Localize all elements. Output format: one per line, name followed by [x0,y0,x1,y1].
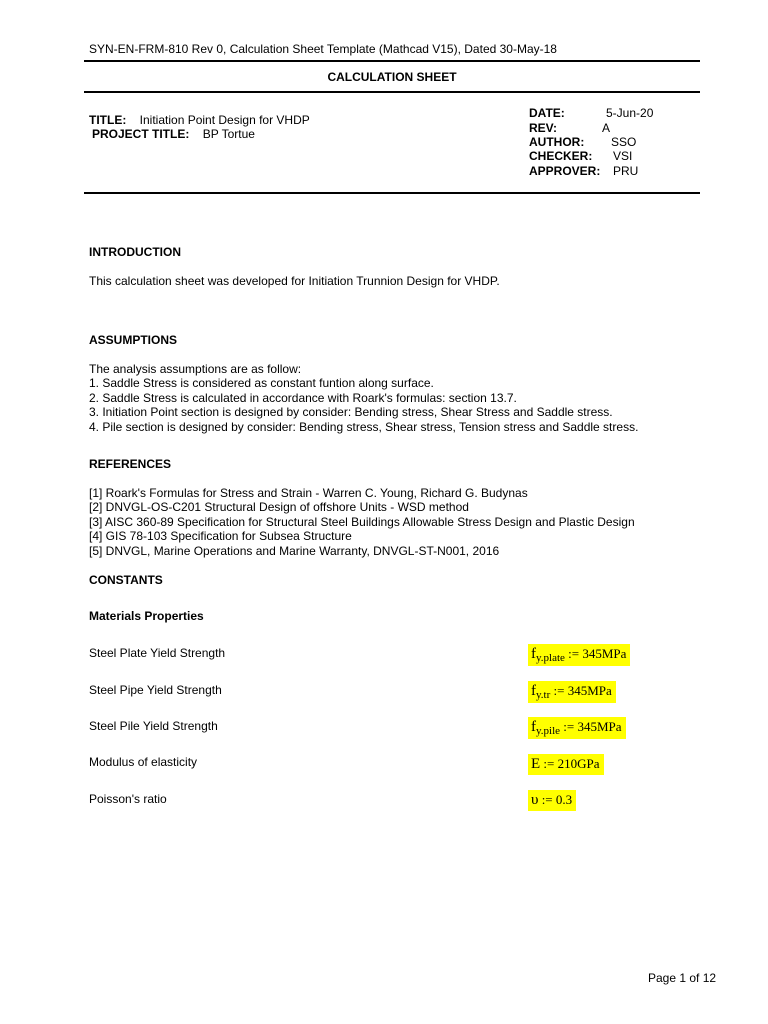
math-assignment: := 345MPa [563,719,622,734]
sheet-title: CALCULATION SHEET [327,70,457,84]
references-heading: REFERENCES [89,457,172,471]
assumption-item-4: 4. Pile section is designed by consider: Bending stress, Shear stress, Tension stress and Saddle stress. [89,420,639,434]
reference-item-3: [3] AISC 360-89 Specification for Structural Steel Buildings Allowable Stress Design and Plastic Design [89,515,635,529]
math-subscript: y.pile [536,725,561,737]
math-region-pipe-yield[interactable] [528,681,616,703]
constant-label-poisson: Poisson's ratio [89,792,167,806]
math-region-plate-yield[interactable] [528,644,630,666]
constant-label-plate-yield: Steel Plate Yield Strength [89,646,226,660]
header-rule-top [84,60,700,62]
math-symbol: f [531,646,536,662]
template-reference: SYN-EN-FRM-810 Rev 0, Calculation Sheet Template (Mathcad V15), Dated 30-May-18 [89,42,557,56]
author-value: SSO [611,135,637,149]
rev-value: A [602,121,611,135]
reference-item-4: [4] GIS 78-103 Specification for Subsea Structure [89,529,352,543]
constant-label-modulus: Modulus of elasticity [89,755,198,769]
assumption-item-1: 1. Saddle Stress is considered as constant funtion along surface. [89,376,434,390]
project-title-value: BP Tortue [202,127,255,141]
approver-value: PRU [613,164,639,178]
title-row [89,113,310,127]
math-region-pile-yield[interactable] [528,717,626,739]
header-rule-bottom [84,192,700,194]
math-symbol: υ [531,792,539,808]
math-symbol: E [531,756,541,772]
constant-label-pipe-yield: Steel Pipe Yield Strength [89,683,222,697]
math-region-modulus[interactable] [528,754,604,775]
constant-label-pile-yield: Steel Pile Yield Strength [89,719,218,733]
date-value: 5-Jun-20 [606,106,654,120]
reference-item-1: [1] Roark's Formulas for Stress and Strain - Warren C. Young, Richard G. Budynas [89,486,528,500]
author-label: AUTHOR: [529,135,585,149]
constants-heading: CONSTANTS [89,573,163,587]
header-rule-middle [84,91,700,93]
project-title-label: PROJECT TITLE: [92,127,190,141]
materials-properties-heading: Materials Properties [89,609,204,623]
math-assignment: := 210GPa [543,756,600,771]
math-assignment: := 345MPa [568,646,627,661]
assumptions-intro: The analysis assumptions are as follow: [89,362,302,376]
assumption-item-3: 3. Initiation Point section is designed by consider: Bending stress, Shear Stress and Saddle stress. [89,405,613,419]
math-subscript: y.plate [536,652,565,664]
project-title-row [92,127,255,141]
date-label: DATE: [529,106,565,120]
math-assignment: := 345MPa [553,683,612,698]
title-value: Initiation Point Design for VHDP [139,113,310,127]
math-subscript: y.tr [536,689,551,701]
introduction-heading: INTRODUCTION [89,245,181,259]
page-number: Page 1 of 12 [648,971,717,985]
checker-label: CHECKER: [529,149,593,163]
math-assignment: := 0.3 [541,792,573,807]
checker-value: VSI [613,149,633,163]
rev-label: REV: [529,121,558,135]
reference-item-5: [5] DNVGL, Marine Operations and Marine Warranty, DNVGL-ST-N001, 2016 [89,544,500,558]
introduction-text: This calculation sheet was developed for Initiation Trunnion Design for VHDP. [89,274,500,288]
approver-label: APPROVER: [529,164,601,178]
math-symbol: f [531,719,536,735]
math-region-poisson[interactable] [528,790,576,811]
assumption-item-2: 2. Saddle Stress is calculated in accordance with Roark's formulas: section 13.7. [89,391,517,405]
reference-item-2: [2] DNVGL-OS-C201 Structural Design of offshore Units - WSD method [89,500,469,514]
assumptions-heading: ASSUMPTIONS [89,333,178,347]
math-symbol: f [531,683,536,699]
title-label: TITLE: [89,113,127,127]
